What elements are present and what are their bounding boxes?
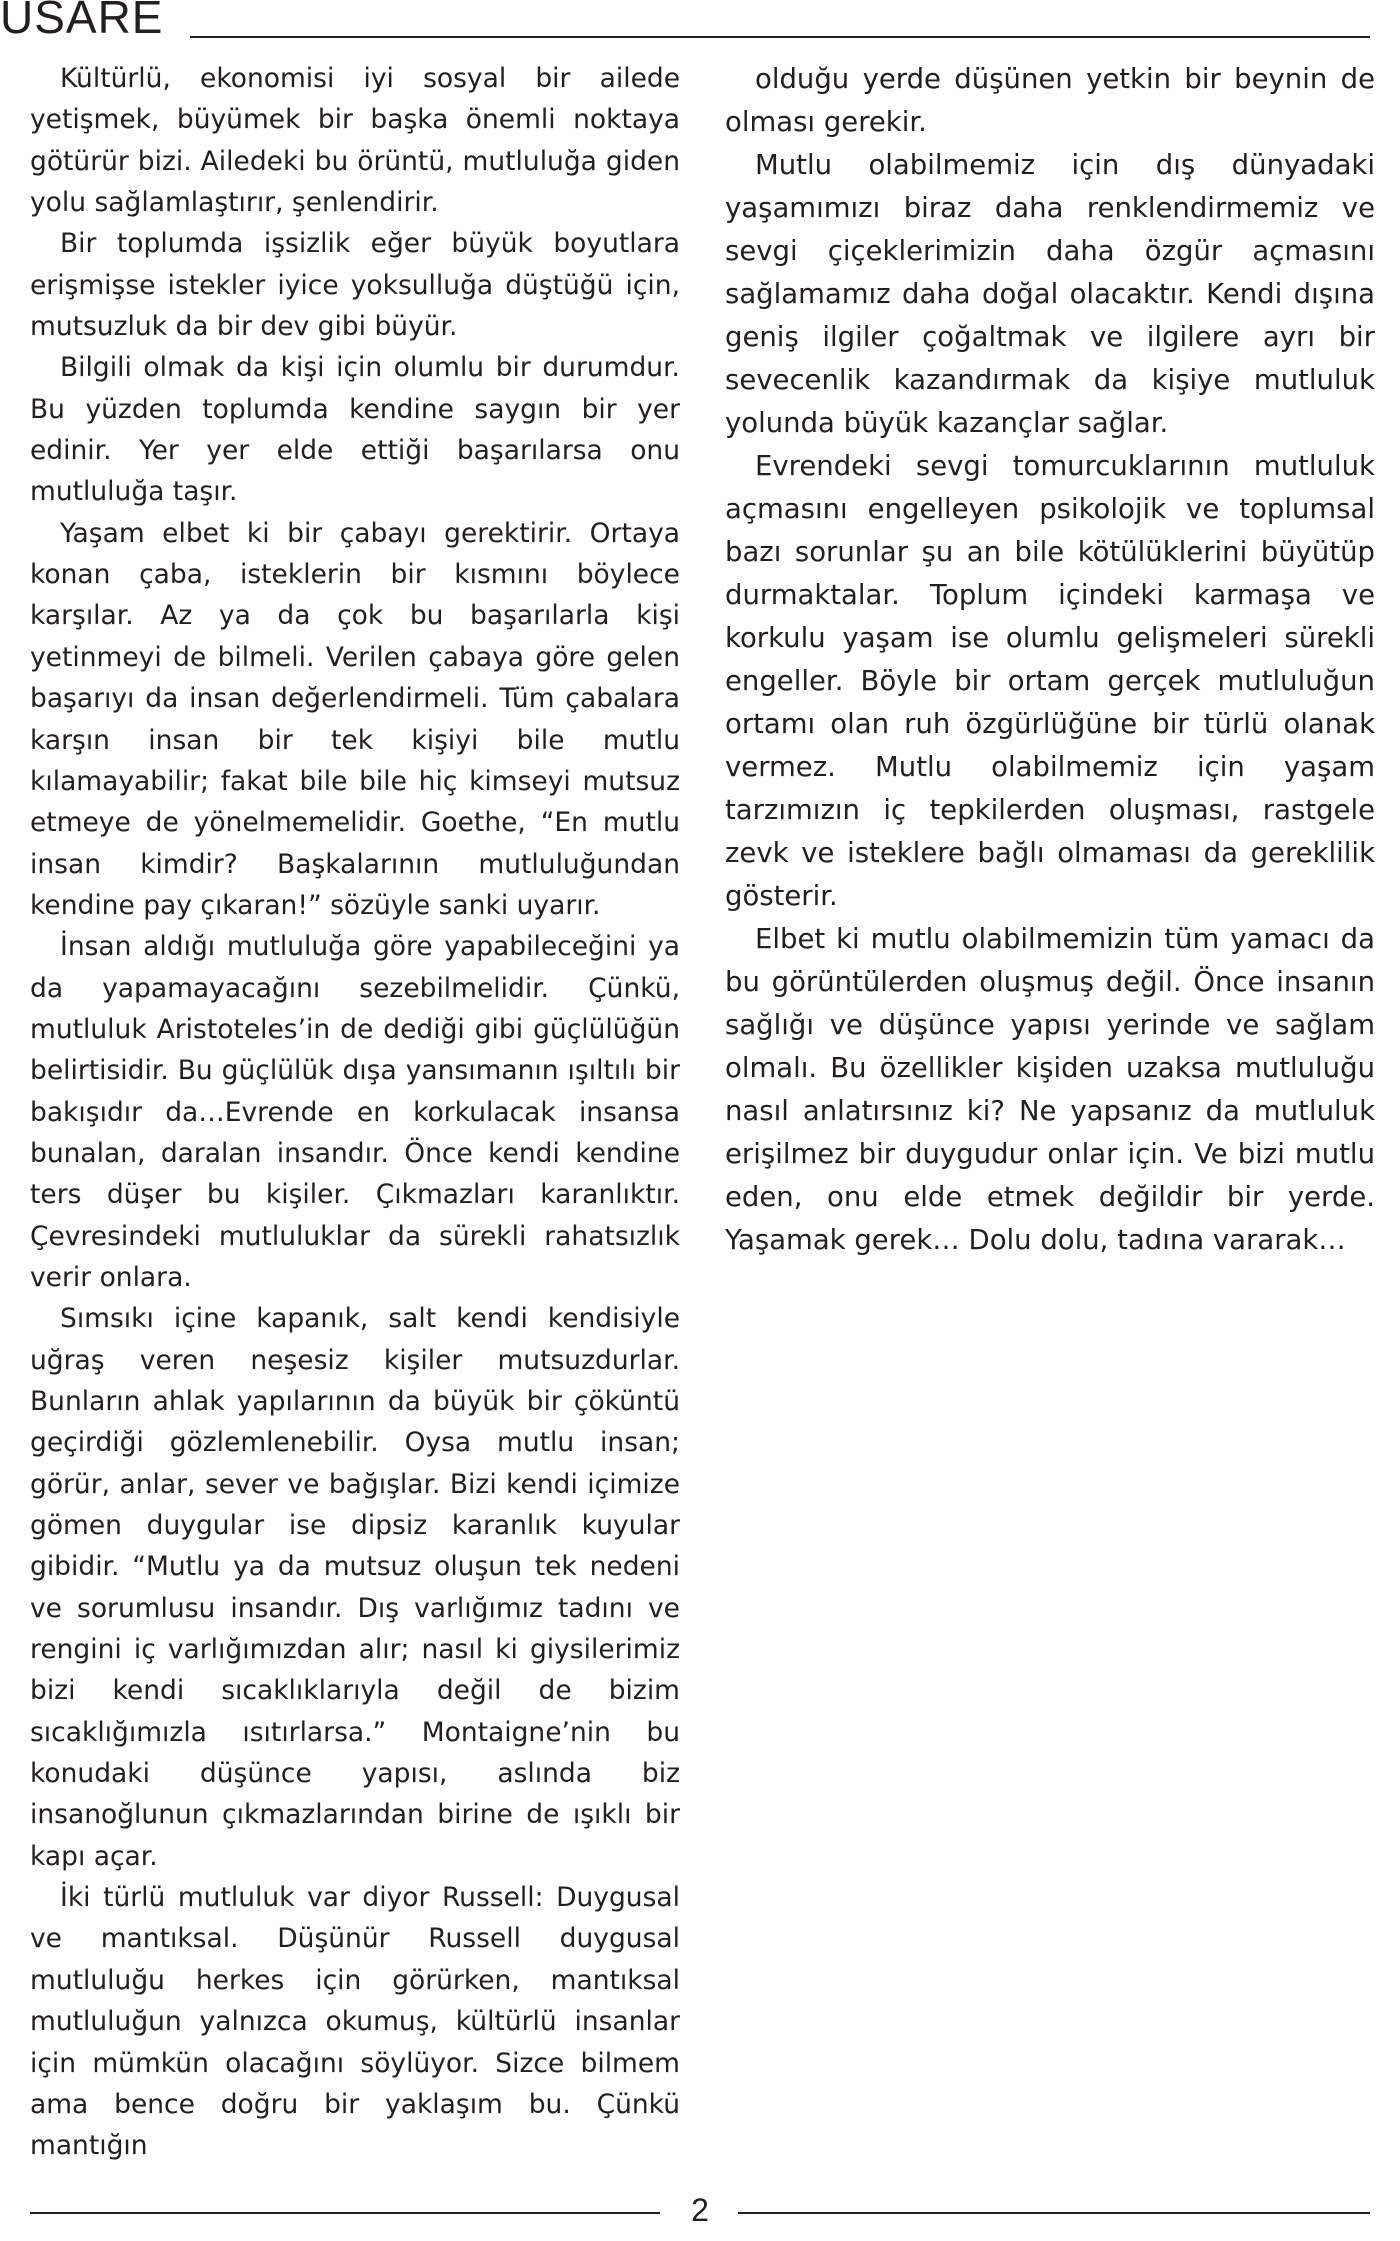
footer-divider-right [738,2212,1370,2214]
footer-divider-left [30,2212,660,2214]
paragraph: İnsan aldığı mutluluğa göre yapabileceğini ya da yapamayacağını sezebilmelidir. Çünkü, mutluluk Aristoteles’in de dediği gibi güçlülüğün belirtisidir. Bu güçlülük dışa yansımanın ışıltılı bir bakışıdır da…Evrende en korkulacak insansa bunalan, daralan insandır. Önce kendi kendine ters düşer bu kişiler. Çıkmazları karanlıktır. Çevresindeki mutluluklar da sürekli rahatsızlık verir onlara. [30,931,680,1293]
paragraph: Evrendeki sevgi tomurcuklarının mutluluk açmasını engelleyen psikolojik ve toplumsal bazı sorunlar şu an bile kötülüklerini büyütüp durmaktalar. Toplum içindeki karmaşa ve korkulu yaşam ise olumlu gelişmeleri sürekli engeller. Böyle bir ortam gerçek mutluluğun ortamı olan ruh özgürlüğüne bir türlü olanak vermez. Mutlu olabilmemiz için yaşam tarzımızın iç tepkilerden oluşması, rastgele zevk ve isteklere bağlı olmaması da gereklilik gösterir. [725,450,1375,912]
page-header [0,0,1400,48]
paragraph: Elbet ki mutlu olabilmemizin tüm yamacı da bu görüntülerden oluşmuş değil. Önce insanın sağlığı ve düşünce yapısı yerinde ve sağlam olmalı. Bu özellikler kişiden uzaksa mutluluğu nasıl anlatırsınız ki? Ne yapsanız da mutluluk erişilmez bir duygudur onlar için. Ve bizi mutlu eden, onu elde etmek değildir bir yerde. Yaşamak gerek… Dolu dolu, tadına vararak… [725,923,1375,1256]
page-footer [0,2190,1400,2230]
magazine-title: USARE [0,0,164,43]
paragraph: olduğu yerde düşünen yetkin bir beynin de olması gerekir. [725,63,1375,138]
paragraph: Sımsıkı içine kapanık, salt kendi kendisiyle uğraş veren neşesiz kişiler mutsuzdurlar. Bunların ahlak yapılarının da büyük bir çöküntü geçirdiği gözlemlenebilir. Oysa mutlu insan; görür, anlar, sever ve bağışlar. Bizi kendi içimize gömen duygular ise dipsiz karanlık kuyular gibidir. “Mutlu ya da mutsuz oluşun tek nedeni ve sorumlusu insandır. Dış varlığımız tadını ve rengini iç varlığımızdan alır; nasıl ki giysilerimiz bizi kendi sıcaklıklarıyla değil de bizim sıcaklığımızla ısıtırlarsa.” Montaigne’nin bu konudaki düşünce yapısı, aslında biz insanoğlunun çıkmazlarından birine de ışıklı bir kapı açar. [30,1303,680,1872]
header-divider [190,36,1370,38]
paragraph: Kültürlü, ekonomisi iyi sosyal bir ailede yetişmek, büyümek bir başka önemli noktaya götürür bizi. Ailedeki bu örüntü, mutluluğa giden yolu sağlamlaştırır, şenlendirir. [30,63,680,219]
paragraph: İki türlü mutluluk var diyor Russell: Duygusal ve mantıksal. Düşünür Russell duygusal mutluluğu herkes için görürken, mantıksal mutluluğun yalnızca okumuş, kültürlü insanlar için mümkün olacağını söylüyor. Sizce bilmem ama bence doğru bir yaklaşım bu. Çünkü mantığın [30,1882,680,2162]
paragraph: Bilgili olmak da kişi için olumlu bir durumdur. Bu yüzden toplumda kendine saygın bir yer edinir. Yer yer elde ettiği başarılarsa onu mutluluğa taşır. [30,352,680,508]
page-number: 2 [691,2192,709,2228]
paragraph: Yaşam elbet ki bir çabayı gerektirir. Ortaya konan çaba, isteklerin bir kısmını böylece karşılar. Az ya da çok bu başarılarla kişi yetinmeyi de bilmeli. Verilen çabaya göre gelen başarıyı da insan değerlendirmeli. Tüm çabalara karşın insan bir tek kişiyi bile mutlu kılamayabilir; fakat bile bile hiç kimseyi mutsuz etmeye de yönelmemelidir. Goethe, “En mutlu insan kimdir? Başkalarının mutluluğundan kendine pay çıkaran!” sözüyle sanki uyarır. [30,517,680,921]
paragraph: Mutlu olabilmemiz için dış dünyadaki yaşamımızı biraz daha renklendirmemiz ve sevgi çiçeklerimizin daha özgür açmasını sağlamamız daha doğal olacaktır. Kendi dışına geniş ilgiler çoğaltmak ve ilgilere ayrı bir sevecenlik kazandırmak da kişiye mutluluk yolunda büyük kazançlar sağlar. [725,149,1375,439]
paragraph: Bir toplumda işsizlik eğer büyük boyutlara erişmişse istekler iyice yoksulluğa düştüğü için, mutsuzluk da bir dev gibi büyür. [30,228,680,343]
left-text-column [30,58,680,2167]
right-text-column [725,58,1375,1262]
